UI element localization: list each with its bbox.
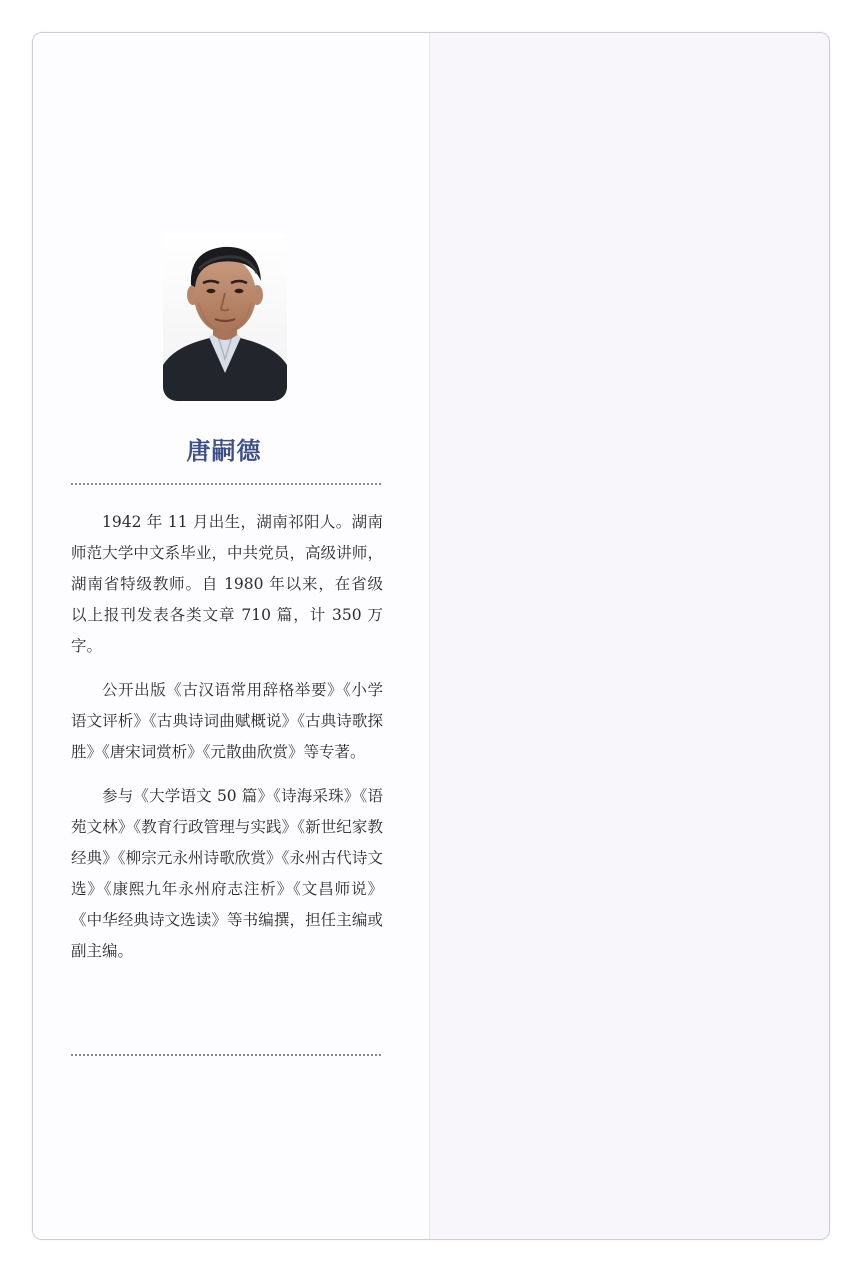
author-name: 唐嗣德 [186,436,262,465]
dotted-divider-bottom [71,1054,381,1056]
front-flap [33,33,429,1239]
bio-paragraph-1: 1942 年 11 月出生，湖南祁阳人。湖南师范大学中文系毕业，中共党员，高级讲师，湖南省特级教师。自 1980 年以来，在省级以上报刊发表各类文章 710 篇，计 350 万字。 [71,513,383,655]
blank-back-panel [429,33,830,1239]
book-cover-sheet [32,32,830,1240]
dotted-divider-top [71,483,381,485]
author-portrait [163,233,287,401]
author-bio [71,507,383,980]
bio-paragraph-3: 参与《大学语文 50 篇》《诗海采珠》《语苑文林》《教育行政管理与实践》《新世纪家教经典》《柳宗元永州诗歌欣赏》《永州古代诗文选》《康熙九年永州府志注析》《文昌师说》《中华经典诗文选读》等书编撰，担任主编或副主编。 [71,787,383,960]
bio-paragraph-2: 公开出版《古汉语常用辞格举要》《小学语文评析》《古典诗词曲赋概说》《古典诗歌探胜》《唐宋词赏析》《元散曲欣赏》等专著。 [71,681,383,761]
